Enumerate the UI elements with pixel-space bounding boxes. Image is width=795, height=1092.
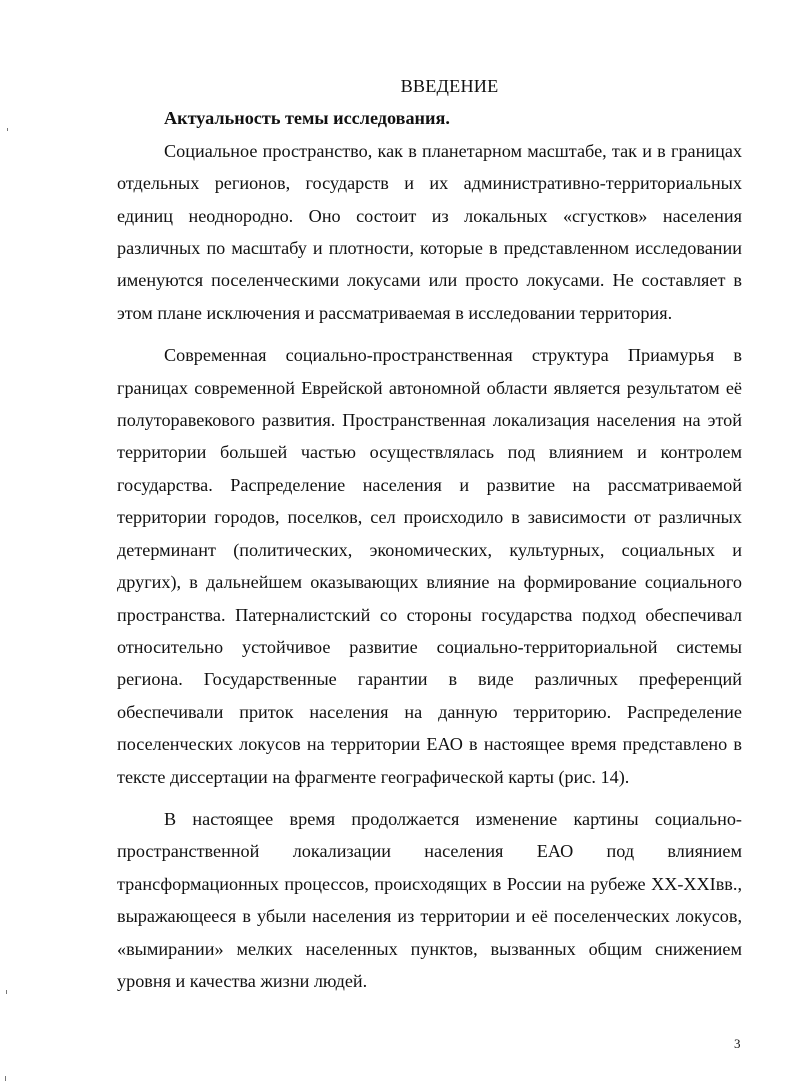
- section-subtitle: Актуальность темы исследования.: [164, 108, 450, 129]
- scan-speck-bottom: [5, 1076, 6, 1081]
- page-title: ВВЕДЕНИЕ: [400, 76, 499, 96]
- paragraph-2: Современная социально-пространственная структура Приамурья в границах современной Еврейской автономной области является результатом её полуторавекового развития. Пространственная локализация населения на этой территории большей частью осуществлялась под влиянием и контролем государства. Распределение населения и развитие на рассматриваемой территории городов, поселков, сел происходило в зависимости от различных детерминант (политических, экономических, культурных, социальных и других), в дальнейшем оказывающих влияние на формирование социального пространства. Патерналистский со стороны государства подход обеспечивал относительно устойчивое развитие социально-территориальной системы региона. Государственные гарантии в виде различных преференций обеспечивали приток населения на данную территорию. Распределение поселенческих локусов на территории ЕАО в настоящее время представлено в тексте диссертации на фрагменте географической карты (рис. 14).: [117, 345, 742, 787]
- document-body: [117, 70, 742, 997]
- scan-speck-top: [7, 128, 8, 131]
- page-number: 3: [734, 1036, 741, 1051]
- scan-speck-mid: [6, 990, 7, 994]
- paragraph-3: В настоящее время продолжается изменение картины социально-пространственной локализации населения ЕАО под влиянием трансформационных процессов, происходящих в России на рубеже XX-XXIвв., выражающееся в убыли населения из территории и её поселенческих локусов, «вымирании» мелких населенных пунктов, вызванных общим снижением уровня и качества жизни людей.: [117, 808, 742, 991]
- paragraph-1: Социальное пространство, как в планетарном масштабе, так и в границах отдельных регионов, государств и их административно-территориальных единиц неоднородно. Оно состоит из локальных «сгустков» населения различных по масштабу и плотности, которые в представленном исследовании именуются поселенческими локусами или просто локусами. Не составляет в этом плане исключения и рассматриваемая в исследовании территория.: [117, 140, 742, 323]
